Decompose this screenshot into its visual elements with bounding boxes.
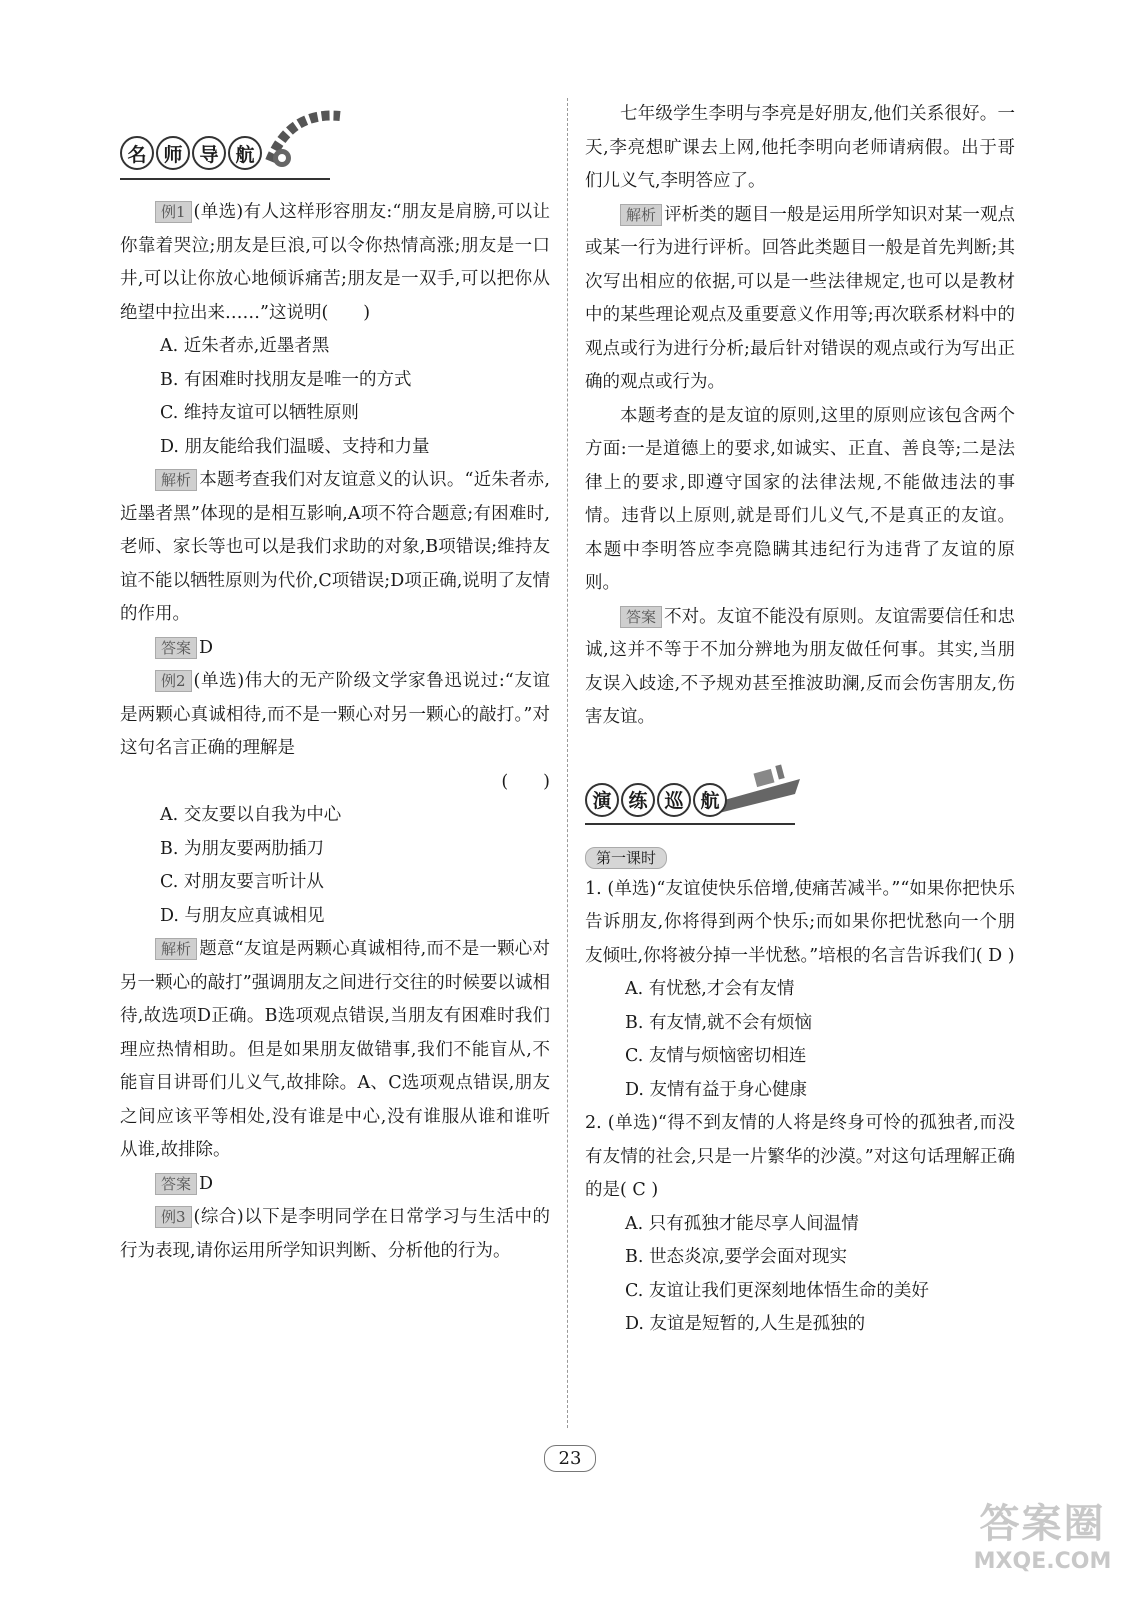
option: C. 对朋友要言听计从 [160, 872, 324, 892]
answer-3 [585, 601, 1015, 735]
example-3 [120, 1201, 550, 1268]
analysis-tag: 解析 [620, 204, 662, 226]
lesson-label: 第一课时 [585, 847, 667, 869]
example-tag: 例1 [155, 201, 192, 223]
option: D. 友情有益于身心健康 [625, 1079, 808, 1100]
right-column [585, 98, 1015, 1342]
answer-paren: ( ) [501, 771, 550, 792]
banner-char: 师 [156, 136, 190, 170]
option: A. 交友要以自我为中心 [160, 805, 342, 825]
banner-char: 航 [693, 783, 727, 817]
option: D. 友谊是短暂的,人生是孤独的 [625, 1314, 866, 1334]
section-banner-teacher-guide [120, 98, 550, 184]
example-2 [120, 665, 550, 766]
analysis-2-text: 题意“友谊是两颗心真诚相待,而不是一颗心对另一颗心的敲打”强调朋友之间进行交往的时候要以诚相待,故选项D正确。B选项观点错误,当朋友有困难时我们理应热情相助。但是如果朋友做错事,我们不能盲从,不能盲目讲哥们儿义气,故排除。A、C选项观点错误,朋友之间应该平等相处,没有谁是中心,没有谁服从谁和谁听从谁,故排除。 [120, 939, 550, 1160]
example-1 [120, 196, 550, 330]
analysis-tag: 解析 [155, 469, 197, 491]
watermark-title: 答案圈 [979, 1501, 1106, 1547]
answer-1-text: D [199, 637, 214, 658]
option: B. 为朋友要两肋插刀 [160, 838, 324, 859]
option: B. 有友情,就不会有烦恼 [625, 1012, 813, 1033]
watermark [970, 1492, 1115, 1582]
page-number: 23 [544, 1445, 597, 1472]
analysis-1-text: 本题考查我们对友谊意义的认识。“近朱者赤,近墨者黑”体现的是相互影响,A项不符合题意;有困难时,老师、家长等也可以是我们求助的对象,B项错误;维持友谊不能以牺牲原则为代价,C项错误;D项正确,说明了友情的作用。 [120, 470, 550, 624]
banner-char: 巡 [657, 783, 691, 817]
column-divider [567, 98, 568, 1428]
question-1: 1. (单选)“友谊使快乐倍增,使痛苦减半。”“如果你把快乐告诉朋友,你将得到两个快乐;而如果你把忧愁向一个朋友倾吐,你将被分掉一半忧愁。”培根的名言告诉我们( D ) [585, 878, 1015, 966]
option: B. 有困难时找朋友是唯一的方式 [160, 369, 412, 390]
option: C. 友情与烦恼密切相连 [625, 1046, 807, 1066]
banner-char: 练 [621, 783, 655, 817]
banner-char: 演 [585, 783, 619, 817]
section-banner-practice [585, 749, 1015, 829]
example-tag: 例3 [155, 1206, 192, 1228]
analysis-3 [585, 199, 1015, 400]
example-2-text: (单选)伟大的无产阶级文学家鲁迅说过:“友谊是两颗心真诚相待,而不是一颗心对另一颗心的敲打。”对这句名言正确的理解是 [120, 671, 550, 758]
analysis-3-text: 评析类的题目一般是运用所学知识对某一观点或某一行为进行评析。回答此类题目一般是首先判断;其次写出相应的依据,可以是一些法律规定,也可以是教材中的某些理论观点及重要意义作用等;再次联系材料中的观点或行为进行分析;最后针对错误的观点或行为写出正确的观点或行为。 [585, 204, 1015, 392]
left-column [120, 98, 550, 1268]
banner-char: 航 [228, 136, 262, 170]
example-1-text: (单选)有人这样形容朋友:“朋友是肩膀,可以让你靠着哭泣;朋友是巨浪,可以令你热情高涨;朋友是一口井,可以让你放心地倾诉痛苦;朋友是一双手,可以把你从绝望中拉出来……”这说明( ) [120, 202, 550, 323]
banner-char: 导 [192, 136, 226, 170]
banner-decoration-icon [260, 106, 350, 176]
analysis-2 [120, 933, 550, 1168]
example-3-story: 七年级学生李明与李亮是好朋友,他们关系很好。一天,李亮想旷课去上网,他托李明向老师请病假。出于哥们儿义气,李明答应了。 [585, 104, 1015, 191]
analysis-3-continued: 本题考查的是友谊的原则,这里的原则应该包含两个方面:一是道德上的要求,如诚实、正直、善良等;二是法律上的要求,即遵守国家的法律法规,不能做违法的事情。违背以上原则,就是哥们儿义气,不是真正的友谊。本题中李明答应李亮隐瞒其违纪行为违背了友谊的原则。 [585, 405, 1015, 593]
banner-char: 名 [120, 136, 154, 170]
watermark-url: MXQE.COM [973, 1549, 1112, 1574]
answer-tag: 答案 [155, 637, 197, 659]
answer-2 [120, 1168, 550, 1202]
example-tag: 例2 [155, 670, 192, 692]
option: C. 维持友谊可以牺牲原则 [160, 403, 359, 423]
answer-3-text: 不对。友谊不能没有原则。友谊需要信任和忠诚,这并不等于不加分辨地为朋友做任何事。其实,当朋友误入歧途,不予规劝甚至推波助澜,反而会伤害朋友,伤害友谊。 [585, 606, 1015, 727]
option: D. 与朋友应真诚相见 [160, 905, 325, 926]
option: A. 有忧愁,才会有友情 [625, 979, 795, 999]
answer-1 [120, 632, 550, 666]
option: A. 只有孤独才能尽享人间温情 [625, 1213, 859, 1234]
option: A. 近朱者赤,近墨者黑 [160, 336, 330, 356]
example-3-text: (综合)以下是李明同学在日常学习与生活中的行为表现,请你运用所学知识判断、分析他的行为。 [120, 1207, 550, 1261]
page-footer [0, 1445, 1140, 1472]
analysis-tag: 解析 [155, 938, 197, 960]
analysis-1 [120, 464, 550, 632]
option: C. 友谊让我们更深刻地体悟生命的美好 [625, 1280, 929, 1301]
answer-tag: 答案 [155, 1173, 197, 1195]
banner-underline [120, 178, 330, 180]
option: D. 朋友能给我们温暖、支持和力量 [160, 436, 430, 457]
answer-2-text: D [199, 1173, 214, 1194]
option: B. 世态炎凉,要学会面对现实 [625, 1247, 848, 1267]
banner-underline [585, 823, 795, 825]
question-2: 2. (单选)“得不到友情的人将是终身可怜的孤独者,而没有友情的社会,只是一片繁华的沙漠。”对这句话理解正确的是( C ) [585, 1113, 1015, 1200]
answer-tag: 答案 [620, 606, 662, 628]
